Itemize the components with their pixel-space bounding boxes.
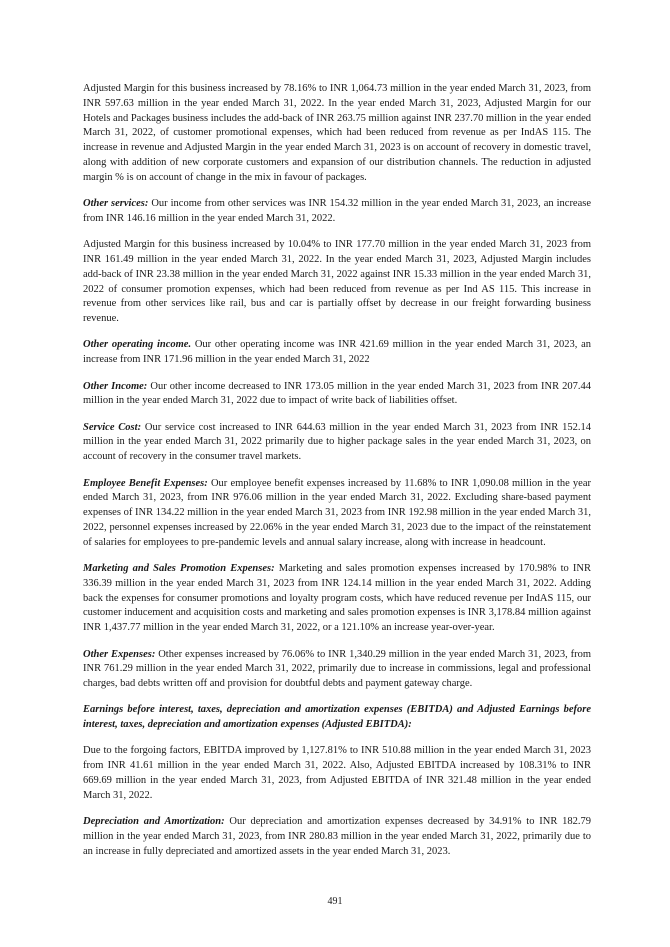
paragraph-lead: Other operating income. (83, 339, 192, 351)
ebitda-heading: Earnings before interest, taxes, depreciation and amortization expenses (EBITDA) and Adjusted Earnings before interest, taxes, depreciation and amortization expenses (Adjusted EBITDA): (83, 704, 591, 731)
paragraph-other-services-adjusted-margin (83, 238, 591, 327)
paragraph-lead: Depreciation and Amortization: (83, 816, 225, 828)
paragraph-text: Our service cost increased to INR 644.63 million in the year ended March 31, 2023 from INR 152.14 million in the year ended March 31, 2022 primarily due to higher package sales in the year ended March 31, 2023, on account of recovery in the consumer travel markets. (83, 421, 591, 463)
paragraph-lead: Other Expenses: (83, 648, 156, 660)
paragraph-text: Our employee benefit expenses increased by 11.68% to INR 1,090.08 million in the year ended March 31, 2023, from INR 976.06 million in the year ended March 31, 2022. Excluding share-based payment expenses of INR 134.22 million in the year ended March 31, 2023 from INR 192.98 million in the year ended March 31, 2022, personnel expenses increased by 22.06% in the year ended March 31, 2023 due to the impact of the reinstatement of salaries for employees to pre-pandemic levels and annual salary increase, along with increase in headcount. (83, 477, 591, 548)
paragraph-text: Our other income decreased to INR 173.05 million in the year ended March 31, 2023 from INR 207.44 million in the year ended March 31, 2022 due to impact of write back of liabilities offset. (83, 380, 592, 407)
paragraph-other-operating-income (83, 338, 591, 368)
paragraph-depreciation (83, 815, 591, 859)
paragraph-text: Our income from other services was INR 154.32 million in the year ended March 31, 2023, an increase from INR 146.16 million in the year ended March 31, 2022. (83, 198, 592, 224)
paragraph-other-services (83, 197, 591, 227)
paragraph-text: Adjusted Margin for this business increased by 10.04% to INR 177.70 million in the year ended March 31, 2023 from INR 161.49 million in the year ended March 31, 2022. In the year ended March 31, 2023, Adjusted Margin includes add-back of INR 23.38 million in the year ended March 31, 2022 against INR 15.33 million in the year ended March 31, 2022 of consumer promotion expenses, which had been reduced from revenue as per Ind AS 115. This increase in revenue from other services like rail, bus and car is partially offset by decrease in our freight forwarding business revenue. (83, 239, 591, 325)
paragraph-lead: Other services: (83, 198, 149, 210)
document-body (83, 82, 591, 871)
paragraph-employee-benefit-expenses (83, 477, 591, 551)
paragraph-lead: Marketing and Sales Promotion Expenses: (83, 563, 275, 575)
paragraph-text: Other expenses increased by 76.06% to INR 1,340.29 million in the year ended March 31, 2023, from INR 761.29 million in the year ended March 31, 2022, primarily due to increase in commissions, legal and professional charges, bad debts written off and provision for doubtful debts and payment gateway charge. (83, 648, 592, 690)
paragraph-marketing-expenses (83, 562, 591, 636)
paragraph-text: Marketing and sales promotion expenses increased by 170.98% to INR 336.39 million in the year ended March 31, 2023 from INR 124.14 million in the year ended March 31, 2022. Adding back the expenses for consumer promotions and loyalty program costs, which have reduced revenue per IndAS 115, our customer inducement and acquisition costs and marketing and sales promotion expenses is INR 3,178.84 million against INR 1,437.77 million in the year ended March 31, 2022, or a 121.10% an increase year-over-year. (83, 563, 591, 634)
paragraph-text: Our depreciation and amortization expenses decreased by 34.91% to INR 182.79 million in the year ended March 31, 2023, from INR 280.83 million in the year ended March 31, 2022, primarily due to an increase in fully depreciated and amortized assets in the year ended March 31, 2023. (83, 816, 592, 857)
page-number: 491 (327, 896, 343, 907)
paragraph-lead: Service Cost: (83, 421, 142, 433)
paragraph-text: Our other operating income was INR 421.69 million in the year ended March 31, 2023, an increase from INR 171.96 million in the year ended March 31, 2022 (83, 339, 591, 366)
paragraph-other-expenses (83, 648, 591, 692)
paragraph-ebitda: Due to the forgoing factors, EBITDA improved by 1,127.81% to INR 510.88 million in the year ended March 31, 2023 from INR 41.61 million in the year ended March 31, 2022. Also, Adjusted EBITDA increased by 108.31% to INR 669.69 million in the year ended March 31, 2023, from Adjusted EBITDA of INR 321.48 million in the year ended March 31, 2022. (83, 745, 591, 801)
paragraph-service-cost (83, 421, 591, 465)
paragraph-text: Adjusted Margin for this business increased by 78.16% to INR 1,064.73 million in the year ended March 31, 2023, from INR 597.63 million in the year ended March 31, 2022. In the year ended March 31, 2023, Adjusted Margin for our Hotels and Packages business includes the add-back of INR 263.75 million against INR 237.70 million in the year ended March 31, 2022, of customer promotional expenses, which had been reduced from revenue as per IndAS 115. The increase in revenue and Adjusted Margin in the year ended March 31, 2023 is on account of recovery in domestic travel, along with addition of new corporate customers and expansion of our distribution channels. The reduction in adjusted margin % is on account of change in the mix in favour of packages. (83, 83, 591, 183)
paragraph-lead: Other Income: (83, 380, 148, 392)
paragraph-hotels-adjusted-margin (83, 82, 591, 186)
paragraph-other-income (83, 380, 591, 410)
paragraph-lead: Employee Benefit Expenses: (83, 477, 208, 489)
